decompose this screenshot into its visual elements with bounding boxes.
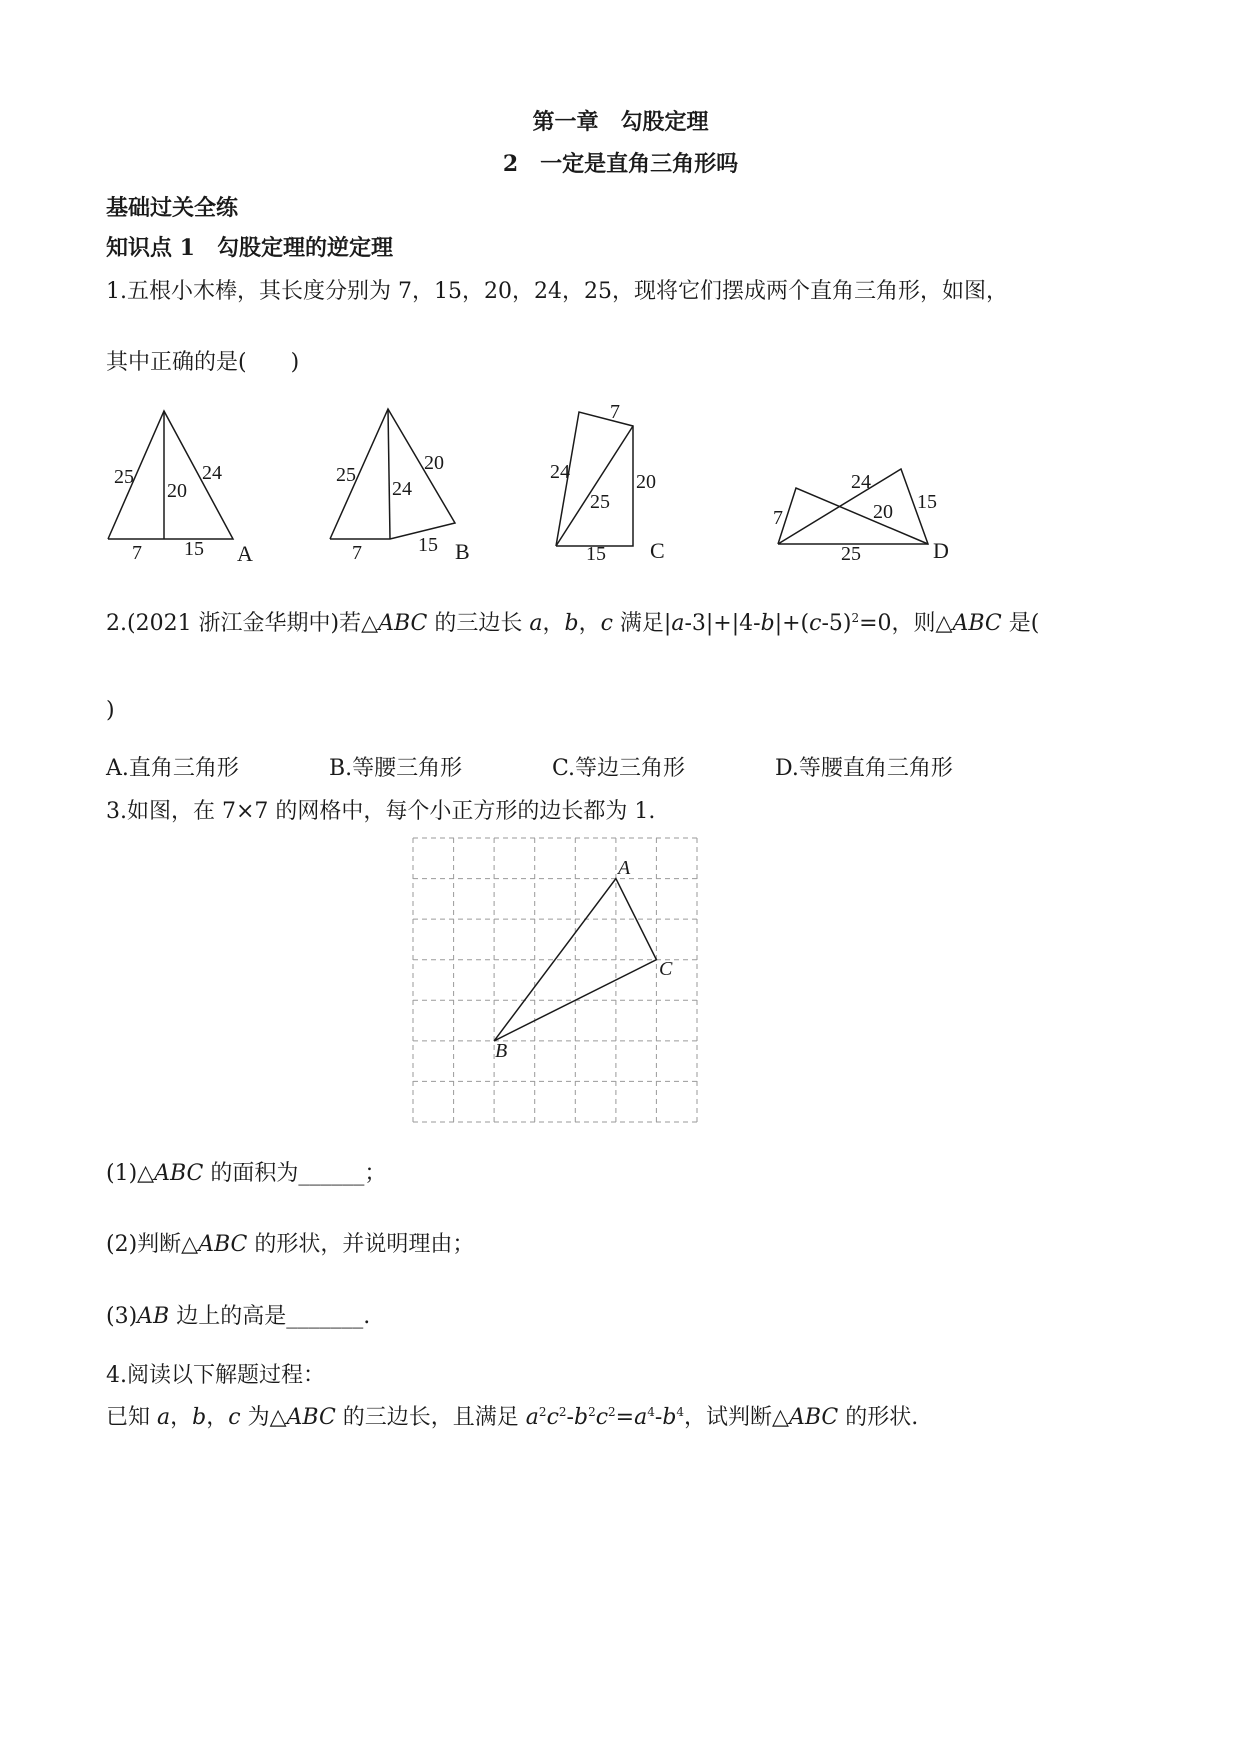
fig-d-side-24: 24 [851, 471, 871, 493]
fig-b-base-15: 15 [418, 534, 438, 556]
fig-d-side-15: 15 [917, 491, 937, 513]
fig-b-height-24: 24 [392, 478, 412, 500]
q2-close-paren: ) [106, 698, 115, 723]
q3-vertex-b: B [495, 1040, 508, 1062]
fig-a-side-24: 24 [202, 462, 222, 484]
page-title: 第一章 勾股定理 [532, 109, 709, 135]
q3-stem: 3.如图，在 7×7 的网格中，每个小正方形的边长都为 1. [106, 799, 656, 824]
q1-figure-c [548, 398, 678, 568]
fig-b-side-20: 20 [424, 452, 444, 474]
q4-condition: 已知 a，b，c 为△ABC 的三边长，且满足 $a^2c^2-b^2c^2=a^4-b^4$，试判断△ABC 的形状. [106, 1405, 919, 1430]
fig-d-option-label: D [933, 538, 949, 563]
q2-stem: 2.(2021 浙江金华期中)若△ABC 的三边长 a，b，c 满足$|a-3|+|4-b|+(c-5)^2=0$，则△ABC 是( [106, 611, 1040, 636]
q1-figure-d [765, 460, 965, 565]
fig-a-option-label: A [237, 541, 253, 565]
fig-c-side-20: 20 [636, 471, 656, 493]
q3-vertex-c: C [659, 958, 673, 980]
fig-c-base-15: 15 [586, 543, 606, 565]
q2-option-d: D.等腰直角三角形 [775, 756, 953, 781]
q2-option-b: B.等腰三角形 [329, 756, 463, 781]
fig-c-side-24: 24 [550, 461, 570, 483]
fig-c-diag-25: 25 [590, 491, 610, 513]
fig-a-base-7: 7 [132, 542, 142, 564]
q3-vertex-a: A [618, 857, 631, 879]
q1-figure-a [100, 405, 265, 565]
fig-c-option-label: C [650, 538, 665, 563]
fig-a-side-25: 25 [114, 466, 134, 488]
fig-b-base-7: 7 [352, 542, 362, 564]
q3-sub1: (1)△ABC 的面积为______； [106, 1161, 387, 1186]
q3-grid-lines [413, 838, 697, 1122]
fig-b-side-25: 25 [336, 464, 356, 486]
fig-b-option-label: B [455, 539, 470, 564]
q4-stem: 4.阅读以下解题过程： [106, 1363, 325, 1388]
q2-option-c: C.等边三角形 [552, 756, 686, 781]
fig-d-side-20: 20 [873, 501, 893, 523]
q3-sub2: (2)判断△ABC 的形状，并说明理由； [106, 1232, 475, 1257]
fig-d-side-7: 7 [773, 507, 783, 529]
fig-d-base-25: 25 [841, 543, 861, 565]
page-subtitle: 2 一定是直角三角形吗 [502, 151, 739, 177]
fig-a-height-20: 20 [167, 480, 187, 502]
q3-sub3: (3)AB 边上的高是_______. [106, 1304, 371, 1329]
fig-c-top-7: 7 [610, 401, 620, 423]
q1-figure-b [322, 405, 487, 565]
knowledge-point-heading: 知识点 1 勾股定理的逆定理 [106, 235, 393, 261]
fig-a-base-15: 15 [184, 538, 204, 560]
q1-stem-line2: 其中正确的是( ) [106, 350, 300, 375]
q1-stem-line1: 1.五根小木棒，其长度分别为 7，15，20，24，25，现将它们摆成两个直角三角形，如图， [106, 279, 1008, 304]
q2-option-a: A.直角三角形 [106, 756, 239, 781]
section-heading: 基础过关全练 [106, 195, 239, 221]
q3-grid-figure [405, 830, 705, 1130]
